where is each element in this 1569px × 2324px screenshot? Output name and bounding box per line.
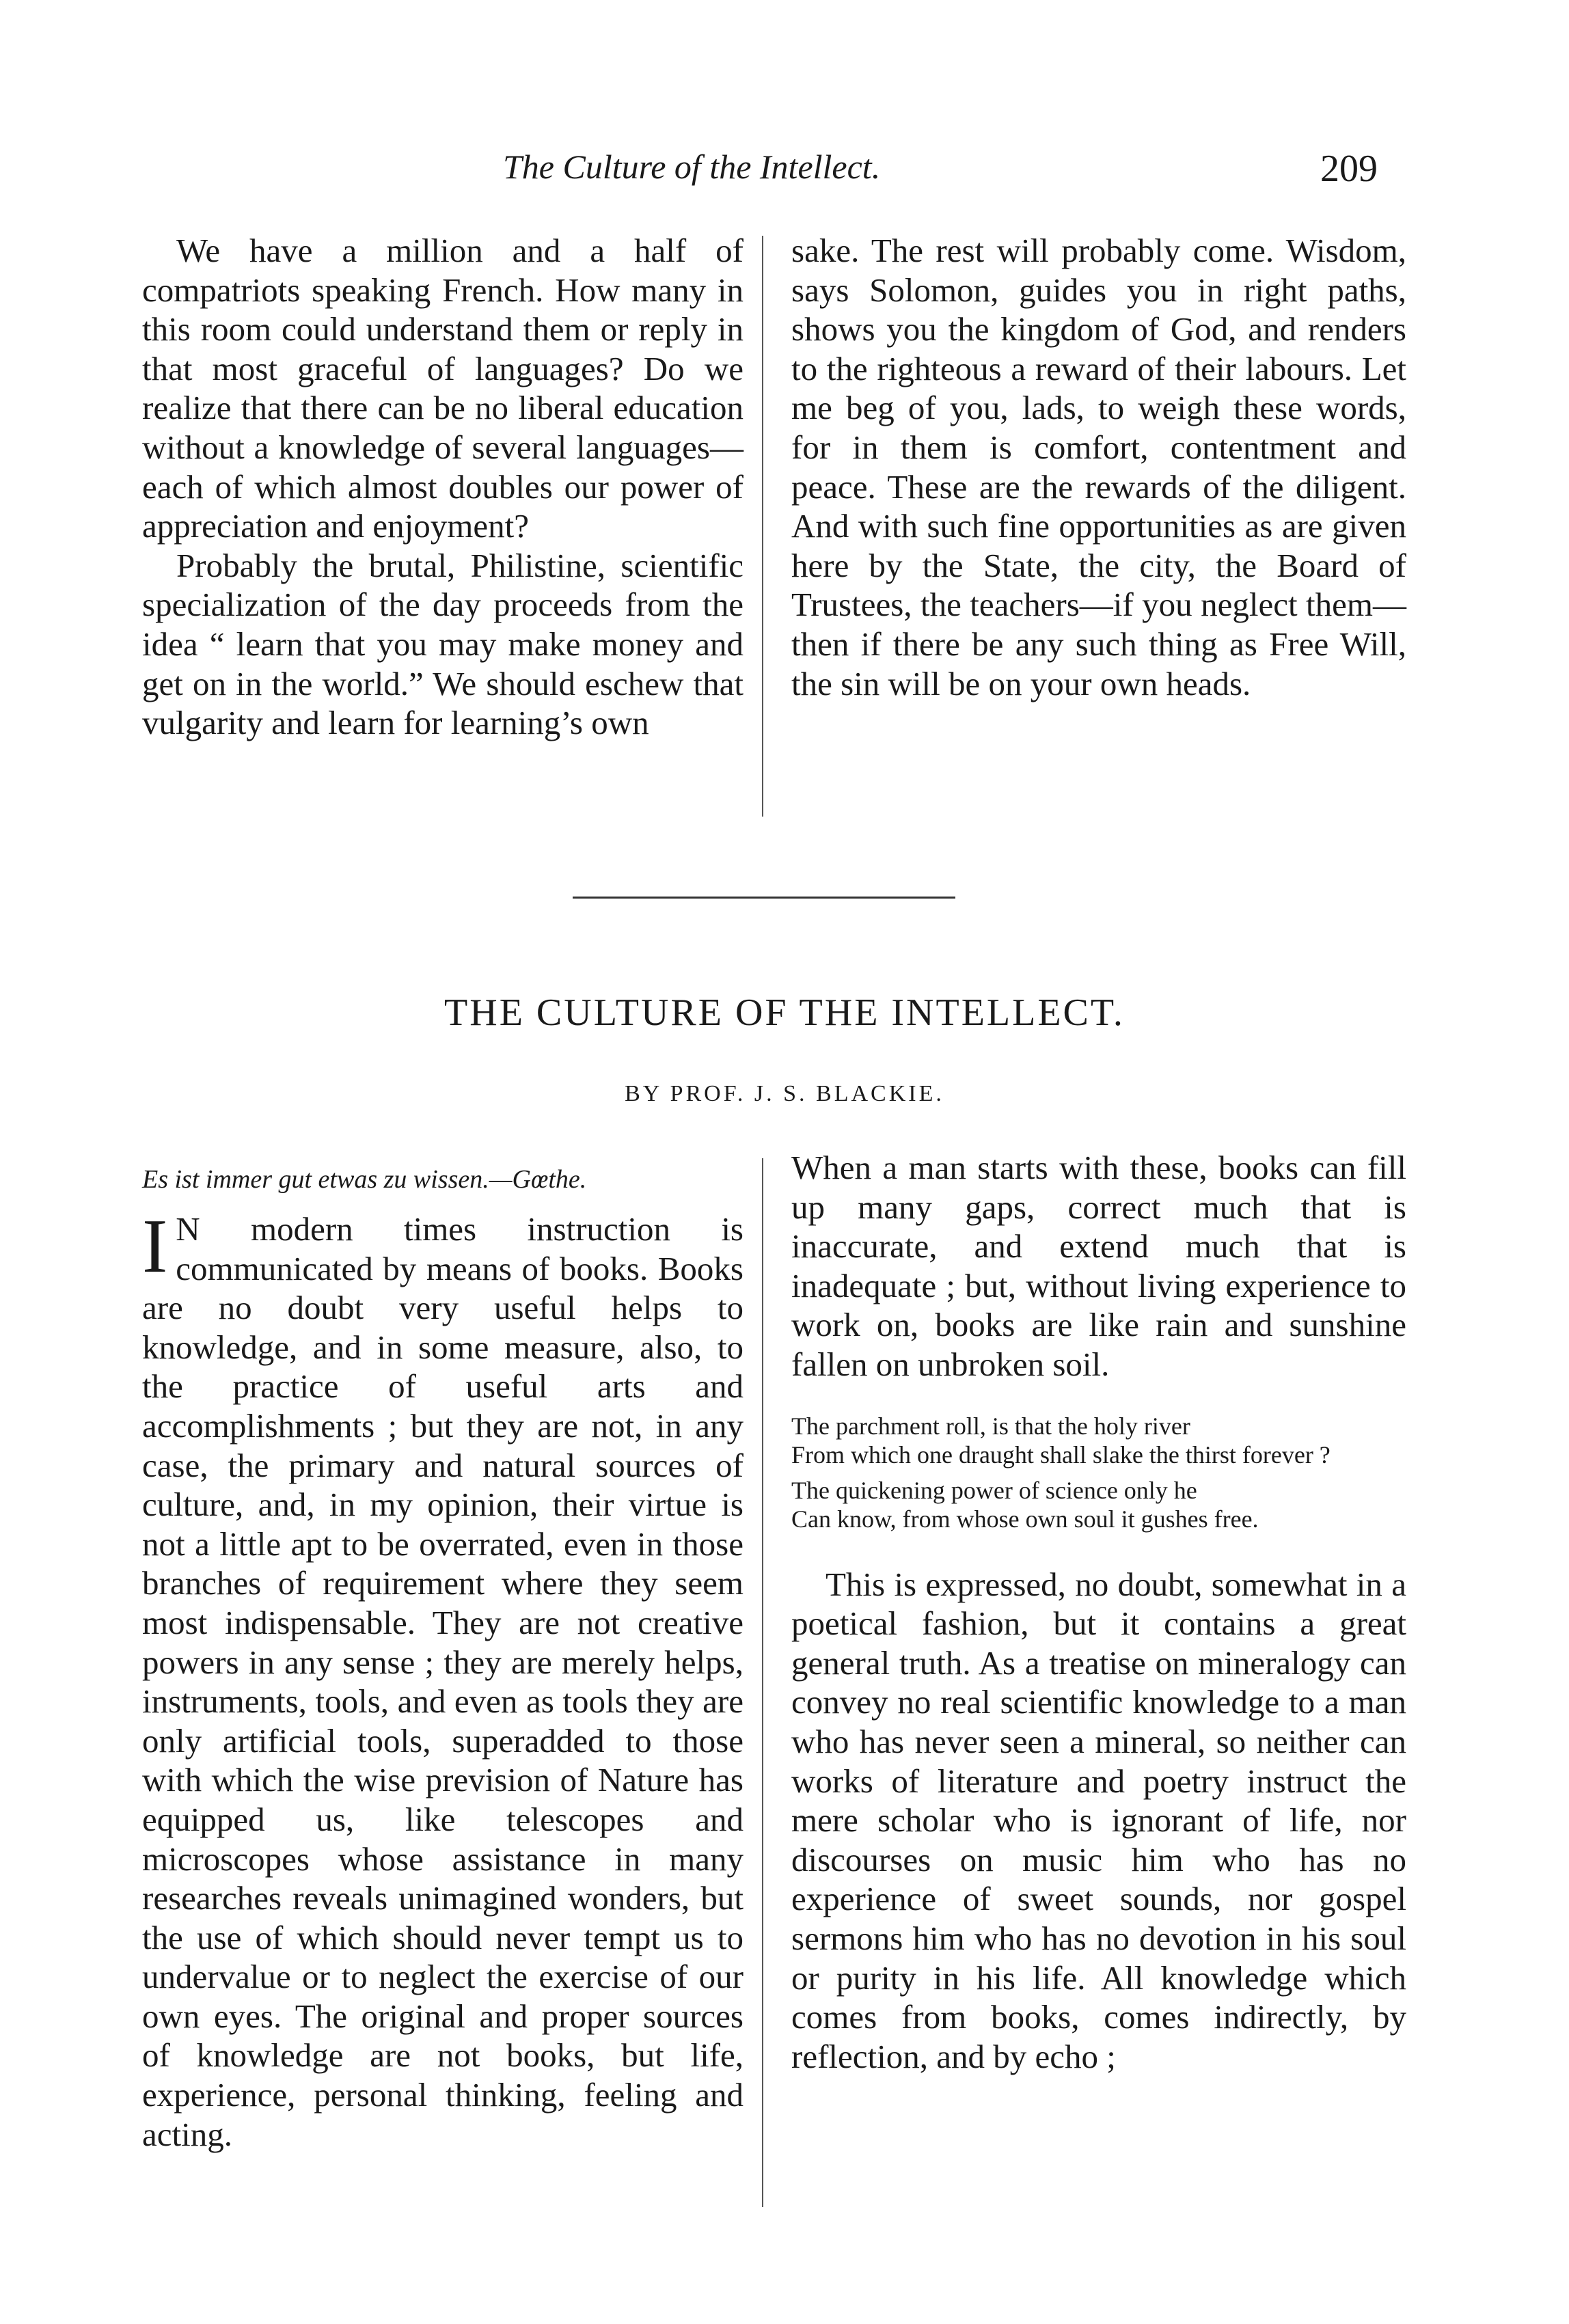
prev-article-paragraph: sake. The rest will probably come. Wisdom, says Solomon, guides you in right paths, shows you the kingdom of God, and renders to the righteous a reward of their labours. Let me beg of you, lads, to weigh these words, for in them is comfort, contentment and peace. These are the rewards of the diligent. And with such fine opportunities as are given here by the State, the city, the Board of Trustees, the teachers—if you neglect them—then if there be any such thing as Free Will, the sin will be on your own heads. — [791, 232, 1406, 702]
prev-article-paragraph: Probably the brutal, Philistine, scientific specialization of the day proceeds from the idea “ learn that you may make money and get on in the world.” We should eschew that vulgarity and learn for learning’s own — [142, 546, 743, 742]
drop-cap: I — [142, 1204, 168, 1289]
article-paragraph: When a man starts with these, books can fill up many gaps, correct much that is inaccurate, and extend much that is inadequate ; but, without living experience to work on, books are like rain and sunshine fallen on unbroken soil. — [791, 1149, 1406, 1383]
prev-article-left-column — [142, 231, 743, 743]
section-divider — [573, 897, 955, 899]
column-divider — [762, 1158, 763, 2207]
article-right-column — [791, 1148, 1406, 2076]
running-head — [0, 147, 1569, 202]
page-number: 209 — [1320, 148, 1378, 190]
column-divider — [762, 236, 763, 817]
poem-line: The parchment roll, is that the holy river — [791, 1412, 1190, 1440]
poem-line: From which one draught shall slake the thirst forever ? — [791, 1440, 1331, 1468]
article-byline: BY PROF. J. S. BLACKIE. — [625, 1081, 944, 1106]
article-left-column — [142, 1162, 743, 2154]
article-paragraph: This is expressed, no doubt, somewhat in a poetical fashion, but it contains a great general truth. As a treatise on mineralogy can convey no real scientific knowledge to a man who has never seen a mineral, so neither can works of literature and poetry instruct the mere scholar who is ignorant of life, nor discourses on music him who has no experience of sweet sounds, nor gospel sermons him who has no devotion in his soul or purity in his life. All knowledge which comes from books, comes indirectly, by reflection, and by echo ; — [791, 1565, 1406, 2075]
prev-article-paragraph: We have a million and a half of compatriots speaking French. How many in this room could understand them or reply in that most graceful of languages? Do we realize that there can be no liberal education without a knowledge of several languages—each of which almost doubles our power of appreciation and enjoyment? — [142, 232, 743, 545]
running-title: The Culture of the Intellect. — [503, 148, 881, 186]
poem-line: The quickening power of science only he — [791, 1476, 1197, 1504]
poem-quote — [791, 1412, 1406, 1533]
article-opening-text: N modern times instruction is communicated by means of books. Books are no doubt very useful helps to knowledge, and in some measure, also, to the practice of useful arts and accomplishments ; but they are not, in any case, the primary and natural sources of culture, and, in my opinion, their virtue is not a little apt to be overrated, even in those branches of requirement where they seem most indispensable. They are not creative powers in any sense ; they are merely helps, instruments, tools, and even as tools they are only artificial tools, superadded to those with which the wise prevision of Nature has equipped us, like telescopes and microscopes whose assistance in many researches reveals unimagined wonders, but the use of which should never tempt us to undervalue or to neglect the exercise of our own eyes. The original and proper sources of knowledge are not books, but life, experience, personal thinking, feeling and acting. — [142, 1210, 743, 2153]
prev-article-right-column — [791, 231, 1406, 703]
article-opening-paragraph — [142, 1204, 743, 2154]
article-title: THE CULTURE OF THE INTELLECT. — [444, 992, 1125, 1034]
epigraph: Es ist immer gut etwas zu wissen.—Gœthe. — [142, 1165, 587, 1194]
poem-line: Can know, from whose own soul it gushes free. — [791, 1505, 1259, 1533]
